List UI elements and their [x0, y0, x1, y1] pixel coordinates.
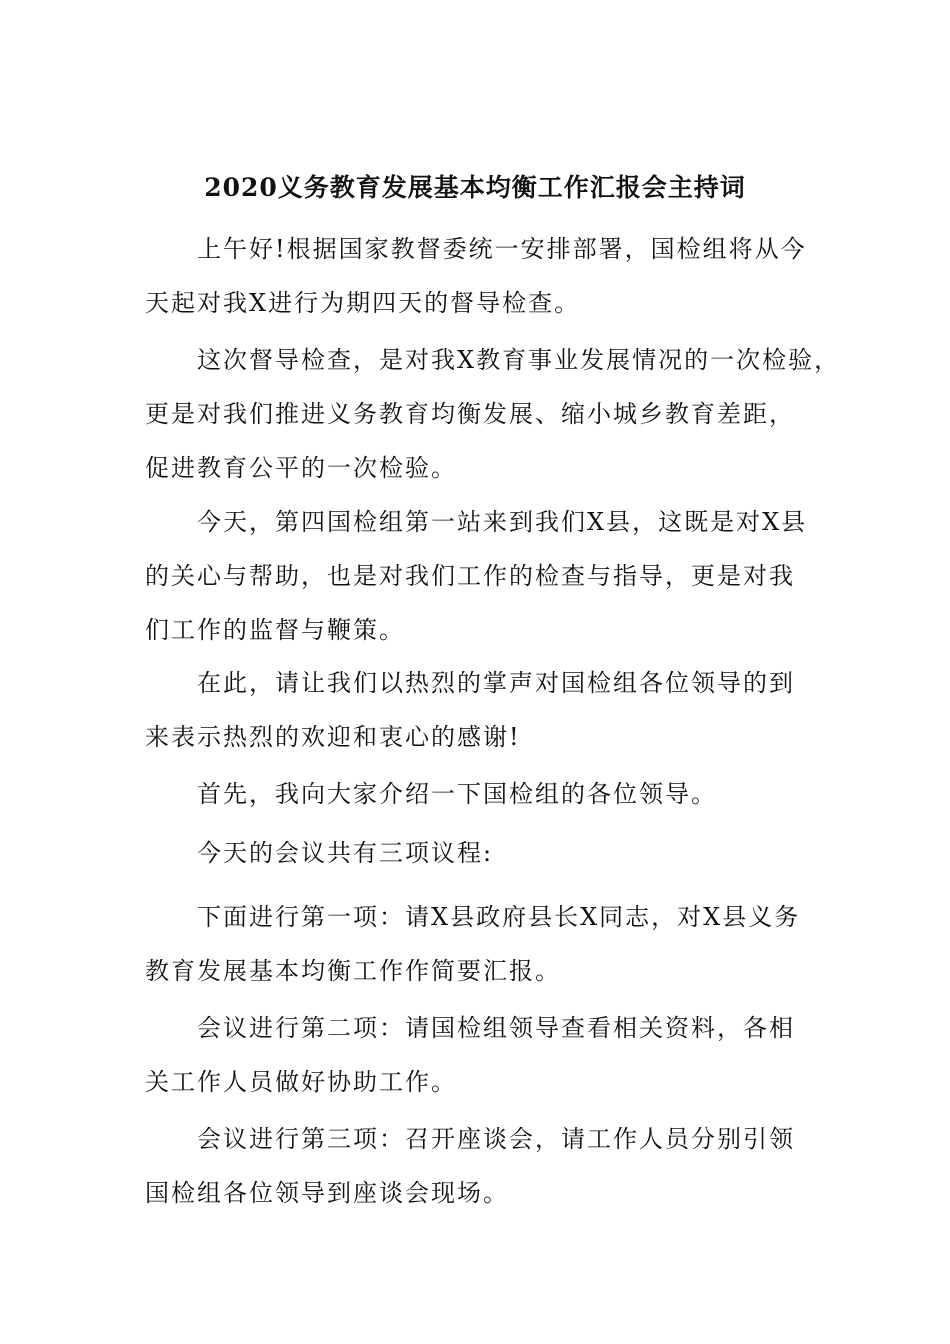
paragraph-introduction [145, 767, 845, 821]
paragraph-line: 在此，请让我们以热烈的掌声对国检组各位领导的到 [197, 669, 795, 697]
paragraph-inspection-significance [145, 333, 845, 495]
paragraph-line: 促进教育公平的一次检验。 [145, 454, 457, 482]
paragraph-line: 教育发展基本均衡工作作简要汇报。 [145, 957, 561, 985]
paragraph-first-stop [145, 495, 845, 657]
paragraph-greeting [145, 222, 845, 330]
paragraph-line: 更是对我们推进义务教育均衡发展、缩小城乡教育差距， [145, 400, 795, 428]
paragraph-line: 天起对我X进行为期四天的督导检查。 [145, 289, 581, 317]
paragraph-line: 这次督导检查，是对我X教育事业发展情况的一次检验， [197, 346, 841, 374]
document-title: 2020义务教育发展基本均衡工作汇报会主持词 [204, 173, 746, 202]
paragraph-agenda-item-3 [145, 1112, 845, 1220]
paragraph-agenda-item-1 [145, 890, 845, 998]
paragraph-line: 会议进行第二项：请国检组领导查看相关资料，各相 [197, 1014, 795, 1042]
paragraph-line: 关工作人员做好协助工作。 [145, 1068, 457, 1096]
paragraph-line: 今天，第四国检组第一站来到我们X县，这既是对X县 [197, 508, 808, 536]
paragraph-line: 国检组各位领导到座谈会现场。 [145, 1179, 509, 1207]
paragraph-line: 来表示热烈的欢迎和衷心的感谢! [145, 723, 521, 751]
paragraph-line: 会议进行第三项：召开座谈会，请工作人员分别引领 [197, 1125, 795, 1153]
paragraph-line: 们工作的监督与鞭策。 [145, 616, 405, 644]
paragraph-line: 上午好!根据国家教督委统一安排部署，国检组将从今 [197, 235, 807, 263]
paragraph-agenda [145, 826, 845, 880]
paragraph-line: 首先，我向大家介绍一下国检组的各位领导。 [197, 780, 717, 808]
paragraph-agenda-item-2 [145, 1001, 845, 1109]
paragraph-line: 的关心与帮助，也是对我们工作的检查与指导，更是对我 [145, 562, 795, 590]
paragraph-line: 下面进行第一项：请X县政府县长X同志，对X县义务 [197, 903, 801, 931]
paragraph-welcome [145, 656, 845, 764]
paragraph-line: 今天的会议共有三项议程: [197, 839, 494, 867]
